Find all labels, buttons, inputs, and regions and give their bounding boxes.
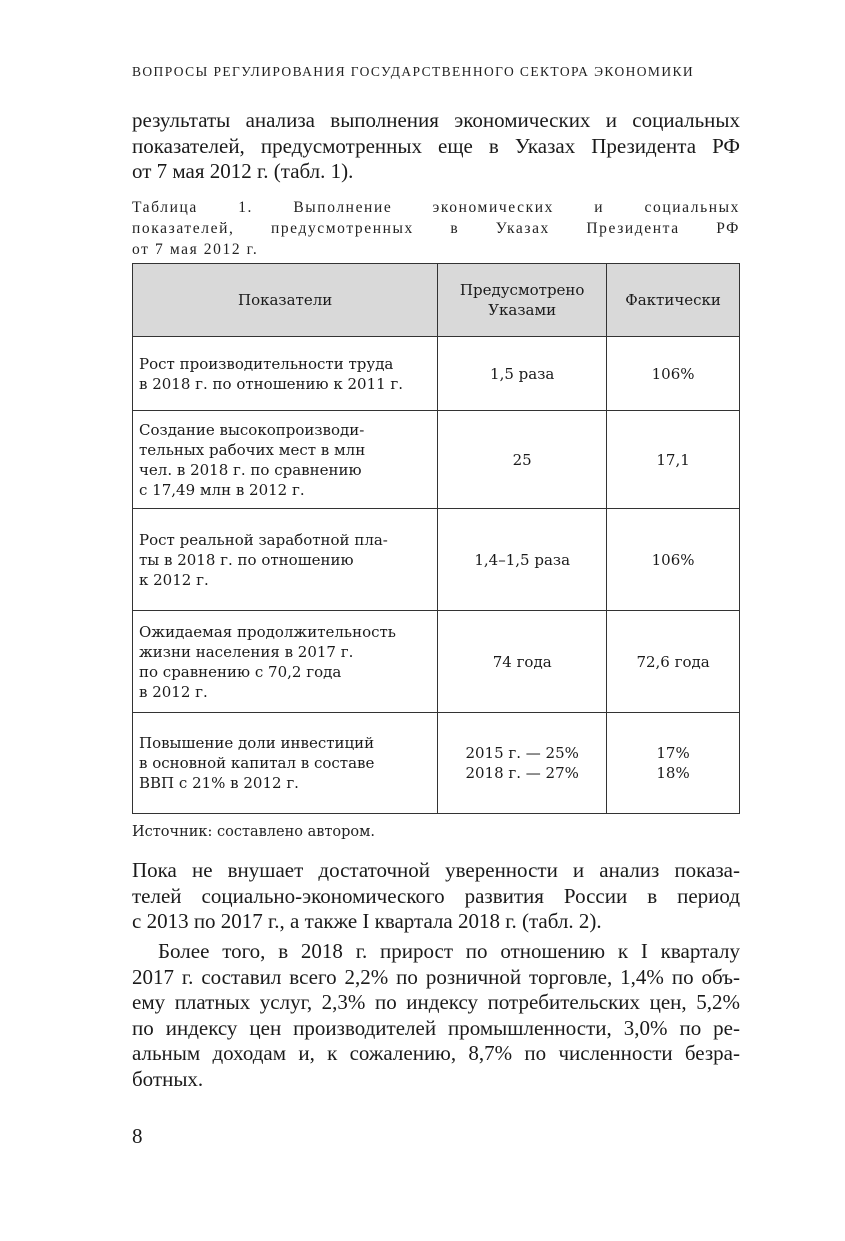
header-indicators: Показатели [133, 264, 438, 337]
text-line: телей социально-экономического развития России в период [132, 883, 740, 908]
intro-paragraph [132, 108, 740, 185]
text-line: Более того, в 2018 г. прирост по отношению к I кварталу [158, 939, 740, 963]
table-caption [132, 197, 740, 260]
caption-line: показателей, предусмотренных в Указах Президента РФ [132, 220, 740, 237]
row-label [133, 713, 438, 814]
label-line: в 2012 г. [139, 682, 208, 701]
text-line: показателей, предусмотренных еще в Указах Президента РФ [132, 133, 740, 158]
text-line: альным доходам и, к сожалению, 8,7% по численности безра- [132, 1041, 740, 1066]
caption-line: Таблица 1. Выполнение экономических и социальных [132, 199, 740, 216]
table-row [133, 611, 740, 713]
row-label [133, 411, 438, 509]
header-actual: Фактически [607, 264, 740, 337]
planned-value [438, 509, 607, 611]
label-line: Повышение доли инвестиций [139, 734, 375, 752]
planned-line: 2018 г. — 27% [465, 764, 579, 782]
text-line: ему платных услуг, 2,3% по индексу потребительских цен, 5,2% [132, 990, 740, 1015]
planned-line: 1,5 раза [490, 364, 555, 383]
label-line: с 17,49 млн в 2012 г. [139, 480, 305, 499]
label-line: ВВП с 21% в 2012 г. [139, 774, 299, 792]
label-line: Рост производительности труда [139, 354, 394, 373]
page-number: 8 [132, 1124, 143, 1148]
text-line: результаты анализа выполнения экономических и социальных [132, 108, 740, 132]
text-line: с 2013 по 2017 г., а также I квартала 2018 г. (табл. 2). [132, 909, 602, 934]
text-line: по индексу цен производителей промышленности, 3,0% по ре- [132, 1015, 740, 1040]
actual-line: 18% [656, 764, 690, 782]
body-paragraph-2 [132, 858, 740, 935]
row-label [133, 337, 438, 411]
label-line: Рост реальной заработной пла- [139, 530, 388, 549]
actual-line: 17,1 [656, 450, 690, 469]
planned-value [438, 411, 607, 509]
planned-value [438, 713, 607, 814]
text-line: Пока не внушает достаточной уверенности и анализ показа- [132, 858, 740, 882]
label-line: жизни населения в 2017 г. [139, 642, 354, 661]
table-row [133, 713, 740, 814]
running-header: ВОПРОСЫ РЕГУЛИРОВАНИЯ ГОСУДАРСТВЕННОГО СЕКТОРА ЭКОНОМИКИ [132, 64, 695, 79]
actual-value [607, 611, 740, 713]
label-line: тельных рабочих мест в млн [139, 440, 366, 459]
planned-line: 2015 г. — 25% [465, 744, 579, 762]
actual-value [607, 713, 740, 814]
actual-value [607, 509, 740, 611]
actual-line: 106% [651, 364, 695, 383]
caption-line: от 7 мая 2012 г. [132, 241, 259, 258]
header-planned: Предусмотрено Указами [438, 264, 607, 337]
source-note: Источник: составлено автором. [132, 824, 376, 840]
table-row [133, 411, 740, 509]
text-line: 2017 г. составил всего 2,2% по розничной торговле, 1,4% по объ- [132, 964, 740, 989]
label-line: чел. в 2018 г. по сравнению [139, 460, 362, 479]
planned-line: 1,4–1,5 раза [474, 550, 571, 569]
table-row [133, 509, 740, 611]
planned-value [438, 611, 607, 713]
label-line: ты в 2018 г. по отношению [139, 550, 354, 569]
planned-line: 25 [512, 450, 532, 469]
label-line: по сравнению с 70,2 года [139, 662, 342, 681]
label-line: в 2018 г. по отношению к 2011 г. [139, 374, 404, 393]
actual-value [607, 411, 740, 509]
label-line: к 2012 г. [139, 570, 209, 589]
table-row [133, 337, 740, 411]
text-line: ботных. [132, 1066, 204, 1091]
label-line: Ожидаемая продолжительность [139, 622, 396, 641]
actual-line: 72,6 года [636, 652, 710, 671]
label-line: Создание высокопроизводи- [139, 420, 365, 439]
text-line: от 7 мая 2012 г. (табл. 1). [132, 159, 354, 184]
table-header-row [133, 264, 740, 337]
planned-line: 74 года [492, 652, 552, 671]
row-label [133, 509, 438, 611]
label-line: в основной капитал в составе [139, 754, 375, 772]
indicators-table [132, 263, 740, 814]
body-paragraph-3 [132, 939, 740, 1093]
actual-line: 106% [651, 550, 695, 569]
actual-line: 17% [656, 744, 690, 762]
planned-value [438, 337, 607, 411]
row-label [133, 611, 438, 713]
actual-value [607, 337, 740, 411]
